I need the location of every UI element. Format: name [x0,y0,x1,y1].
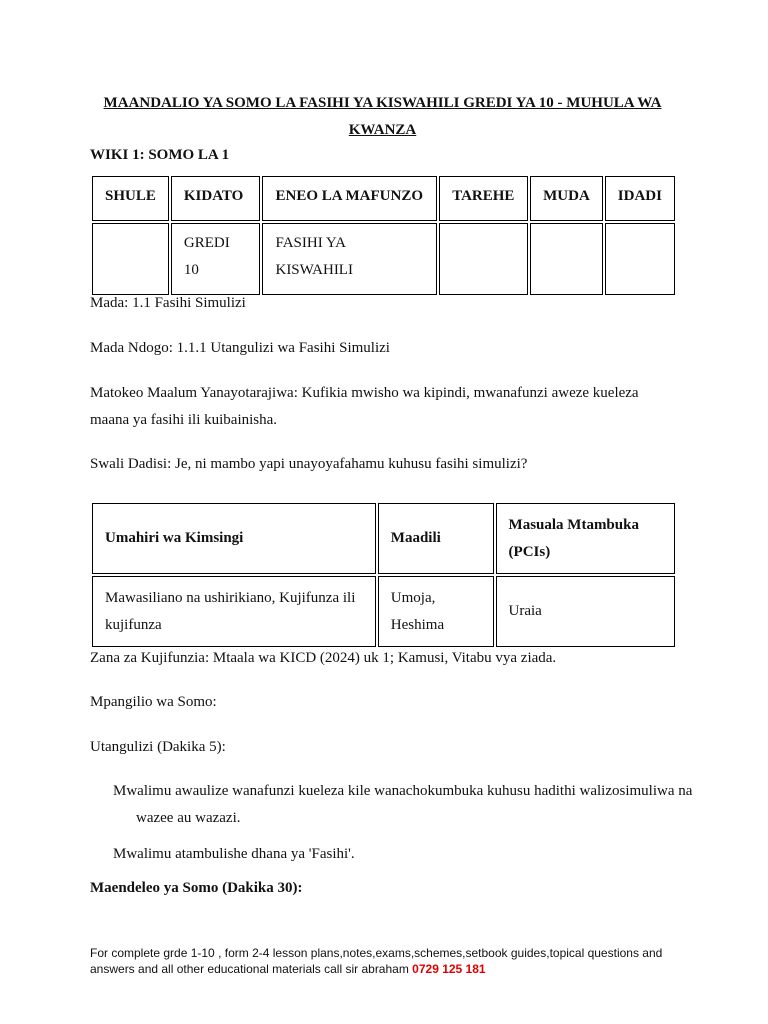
table-header-cell: ENEO LA MAFUNZO [262,176,437,221]
inquiry-question-text: Swali Dadisi: Je, ni mambo yapi unayoyafahamu kuhusu fasihi simulizi? [90,456,528,472]
table-header-cell: Umahiri wa Kimsingi [92,503,376,574]
table-cell: FASIHI YA KISWAHILI [262,223,437,295]
table-header-cell: IDADI [605,176,675,221]
subtopic-text: Mada Ndogo: 1.1.1 Utangulizi wa Fasihi Simulizi [90,340,390,356]
table-row [92,223,675,295]
table-cell: Mawasiliano na ushirikiano, Kujifunza ili kujifunza [92,576,376,647]
table-cell: GREDI 10 [171,223,261,295]
table-header-cell: SHULE [92,176,169,221]
phone-number: 0729 125 181 [412,962,486,976]
table-header-cell: KIDATO [171,176,261,221]
table-cell [439,223,528,295]
competencies-table [90,501,677,649]
table-header-row [92,503,675,574]
footer-note [90,945,690,977]
table-cell [605,223,675,295]
list-item: Mwalimu atambulishe dhana ya 'Fasihi'. [113,846,355,862]
development-heading: Maendeleo ya Somo (Dakika 30): [90,880,303,896]
page-title: MAANDALIO YA SOMO LA FASIHI YA KISWAHILI GREDI YA 10 - MUHULA WA KWANZA [103,95,662,138]
table-cell: Umoja, Heshima [378,576,494,647]
table-header-cell: TAREHE [439,176,528,221]
materials-text: Zana za Kujifunzia: Mtaala wa KICD (2024) uk 1; Kamusi, Vitabu vya ziada. [90,650,557,666]
lesson-plan-heading: Mpangilio wa Somo: [90,694,217,710]
list-item: Mwalimu awaulize wanafunzi kueleza kile wanachokumbuka kuhusu hadithi walizosimuliwa na wazee au wazazi. [113,783,693,826]
table-header-cell: MUDA [530,176,603,221]
topic-text: Mada: 1.1 Fasihi Simulizi [90,295,246,311]
table-header-cell: Maadili [378,503,494,574]
table-header-row [92,176,675,221]
table-header-cell: Masuala Mtambuka (PCIs) [496,503,675,574]
week-heading: WIKI 1: SOMO LA 1 [90,147,230,163]
table-row [92,576,675,647]
table-cell [92,223,169,295]
outcomes-text: Matokeo Maalum Yanayotarajiwa: Kufikia mwisho wa kipindi, mwanafunzi aweze kueleza maana ya fasihi ili kuibainisha. [90,385,639,428]
table-cell [530,223,603,295]
footer-text: For complete grde 1-10 , form 2-4 lesson plans,notes,exams,schemes,setbook guides,topical questions and answers and all other educational materials call sir abraham [90,946,663,976]
table-cell: Uraia [496,576,675,647]
introduction-heading: Utangulizi (Dakika 5): [90,739,226,755]
lesson-info-table [90,174,677,297]
